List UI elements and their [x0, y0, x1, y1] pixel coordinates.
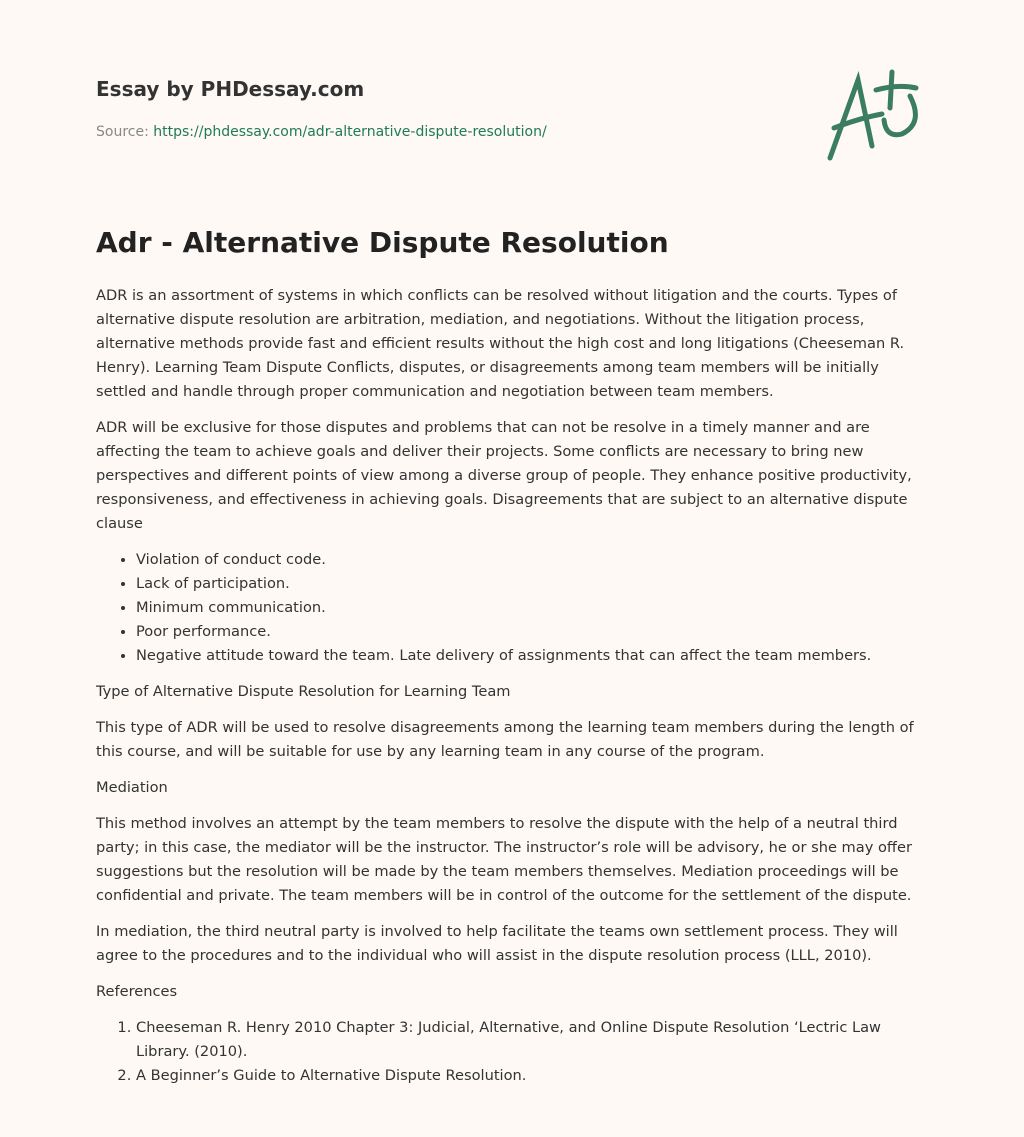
list-item: • Lack of participation. [136, 572, 928, 596]
paragraph: This method involves an attempt by the team members to resolve the dispute with the help of a neutral third party; in this case, the mediator will be the instructor. The instructor’s role will be advisory, he or she may offer suggestions but the resolution will be made by the team members themselves. Mediation proceedings will be confidential and private. The team members will be in control of the outcome for the settlement of the dispute. [96, 815, 912, 904]
source-link[interactable]: https://phdessay.com/adr-alternative-dispute-resolution/ [153, 124, 547, 140]
source-label: Source: [96, 124, 149, 140]
reference-item: 2. A Beginner’s Guide to Alternative Dispute Resolution. [136, 1064, 928, 1088]
reference-item: 1. Cheeseman R. Henry 2010 Chapter 3: Judicial, Alternative, and Online Dispute Resolution ‘Lectric Law Library. (2010). [136, 1016, 928, 1064]
paragraph: ADR will be exclusive for those disputes and problems that can not be resolve in a timely manner and are affecting the team to achieve goals and deliver their projects. Some conflicts are necessary to bring new perspectives and different points of view among a diverse group of people. They enhance positive productivity, responsiveness, and effectiveness in achieving goals. Disagreements that are subject to an alternative dispute clause [96, 419, 912, 532]
list-item: • Negative attitude toward the team. Late delivery of assignments that can affect the team members. [136, 644, 928, 668]
list-item: • Violation of conduct code. [136, 548, 928, 572]
subheading: Mediation [96, 779, 168, 796]
essay-body [96, 284, 928, 1100]
essay-title: Adr - Alternative Dispute Resolution [96, 226, 669, 259]
source-line [96, 124, 547, 140]
paragraph: In mediation, the third neutral party is involved to help facilitate the teams own settlement process. They will agree to the procedures and to the individual who will assist in the dispute resolution process (LLL, 2010). [96, 923, 898, 964]
paragraph: ADR is an assortment of systems in which conflicts can be resolved without litigation and the courts. Types of alternative dispute resolution are arbitration, mediation, and negotiations. Without the litigation process, alternative methods provide fast and efficient results without the high cost and long litigations (Cheeseman R. Henry). Learning Team Dispute Conflicts, disputes, or disagreements among team members will be initially settled and handle through proper communication and negotiation between team members. [96, 287, 905, 400]
a-plus-logo-icon [820, 68, 930, 168]
subheading: Type of Alternative Dispute Resolution for Learning Team [96, 683, 511, 700]
bullet-list [96, 548, 928, 668]
list-item: • Poor performance. [136, 620, 928, 644]
brand-title: Essay by PHDessay.com [96, 77, 365, 101]
list-item: • Minimum communication. [136, 596, 928, 620]
references-list [96, 1016, 928, 1088]
references-heading: References [96, 983, 178, 1000]
paragraph: This type of ADR will be used to resolve disagreements among the learning team members during the length of this course, and will be suitable for use by any learning team in any course of the program. [96, 719, 914, 760]
